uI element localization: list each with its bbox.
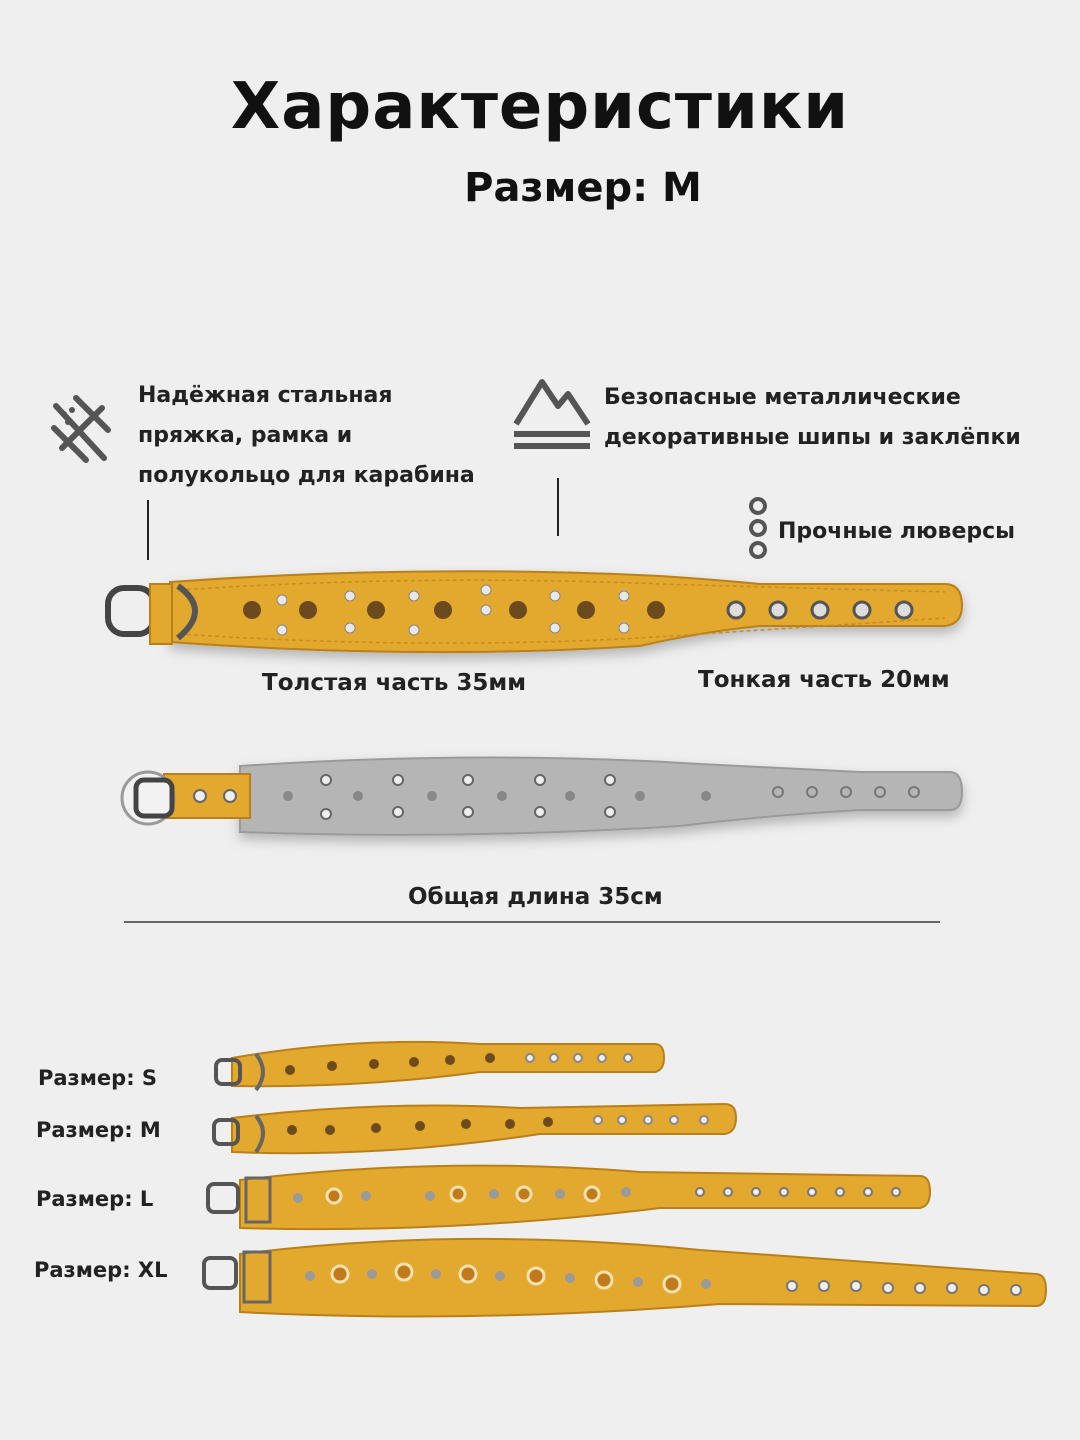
feature-spikes-text: Безопасные металлические декоративные шипы и заклёпки: [604, 385, 1021, 450]
size-label-xl: Размер: XL: [34, 1258, 168, 1282]
collar-size-l: [0, 1158, 1080, 1238]
collar-main-top: [0, 560, 1080, 670]
divider: [124, 921, 940, 923]
pointer-line-buckle: [147, 500, 149, 560]
pointer-line-spikes: [557, 478, 559, 536]
label-total-length: Общая длина 35см: [408, 884, 663, 910]
collar-size-xl: [0, 1228, 1080, 1328]
size-label-s: Размер: S: [38, 1066, 158, 1090]
label-thick-part: Толстая часть 35мм: [262, 670, 527, 696]
collar-size-s: [0, 1030, 1080, 1100]
size-label-m: Размер: M: [36, 1118, 161, 1142]
buckle-icon: [46, 388, 116, 468]
feature-buckle-text: Надёжная стальная пряжка, рамка и полукольцо для карабина: [138, 383, 475, 488]
label-thin-part: Тонкая часть 20мм: [698, 667, 950, 693]
size-label-l: Размер: L: [36, 1187, 154, 1211]
feature-eyelets-text: Прочные люверсы: [778, 519, 1016, 544]
page-subtitle: Размер: М: [464, 165, 702, 211]
page-title: Характеристики: [230, 70, 850, 144]
mountain-icon: [512, 376, 592, 456]
rings-icon: [746, 496, 776, 566]
collar-size-m: [0, 1096, 1080, 1166]
collar-main-back: [0, 740, 1080, 850]
